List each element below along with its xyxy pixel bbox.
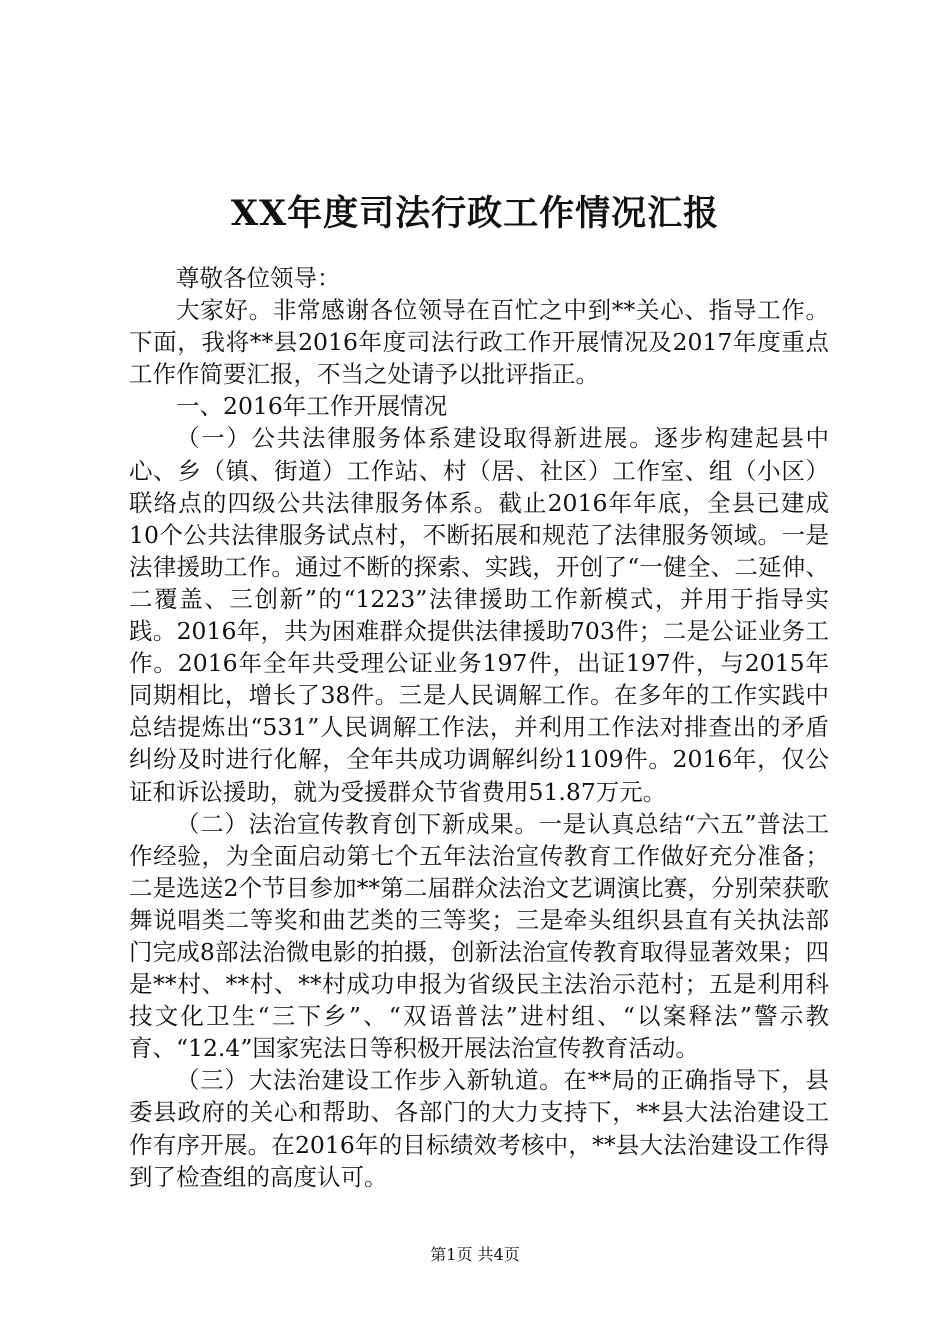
paragraph-rule-of-law: （三）大法治建设工作步入新轨道。在**局的正确指导下，县委县政府的关心和帮助、各部门的大力支持下，**县大法治建设工作有序开展。在2016年的目标绩效考核中，**县大法治建设工作得到了检查组的高度认可。 [129,1066,829,1191]
document-body [129,262,829,1193]
paragraph-legal-education: （二）法治宣传教育创下新成果。一是认真总结“六五”普法工作经验，为全面启动第七个五年法治宣传教育工作做好充分准备；二是选送2个节目参加**第二届群众法治文艺调演比赛，分别荣获歌舞说唱类二等奖和曲艺类的三等奖；三是牵头组织县直有关执法部门完成8部法治微电影的拍摄，创新法治宣传教育取得显著效果；四是**村、**村、**村成功申报为省级民主法治示范村；五是利用科技文化卫生“三下乡”、“双语普法”进村组、“以案释法”警示教育、“12.4”国家宪法日等积极开展法治宣传教育活动。 [129,809,829,1063]
paragraph-legal-services: （一）公共法律服务体系建设取得新进展。逐步构建起县中心、乡（镇、街道）工作站、村（居、社区）工作室、组（小区）联络点的四级公共法律服务体系。截止2016年年底，全县已建成10个公共法律服务试点村，不断拓展和规范了法律服务领域。一是法律援助工作。通过不断的探索、实践，开创了“一健全、二延伸、二覆盖、三创新”的“1223”法律援助工作新模式，并用于指导实践。2016年，共为困难群众提供法律援助703件；二是公证业务工作。2016年全年共受理公证业务197件，出证197件，与2015年同期相比，增长了38件。三是人民调解工作。在多年的工作实践中总结提炼出“531”人民调解工作法，并利用工作法对排查出的矛盾纠纷及时进行化解，全年共成功调解纠纷1109件。2016年，仅公证和诉讼援助，就为受援群众节省费用51.87万元。 [129,424,829,806]
paragraph-intro: 大家好。非常感谢各位领导在百忙之中到**关心、指导工作。下面，我将**县2016年度司法行政工作开展情况及2017年度重点工作作简要汇报，不当之处请予以批评指正。 [129,296,829,389]
salutation: 尊敬各位领导： [176,264,341,292]
section-heading: 一、2016年工作开展情况 [176,392,448,421]
document-title: XX年度司法行政工作情况汇报 [230,193,720,234]
page-footer: 第1页 共4页 [430,1245,520,1264]
